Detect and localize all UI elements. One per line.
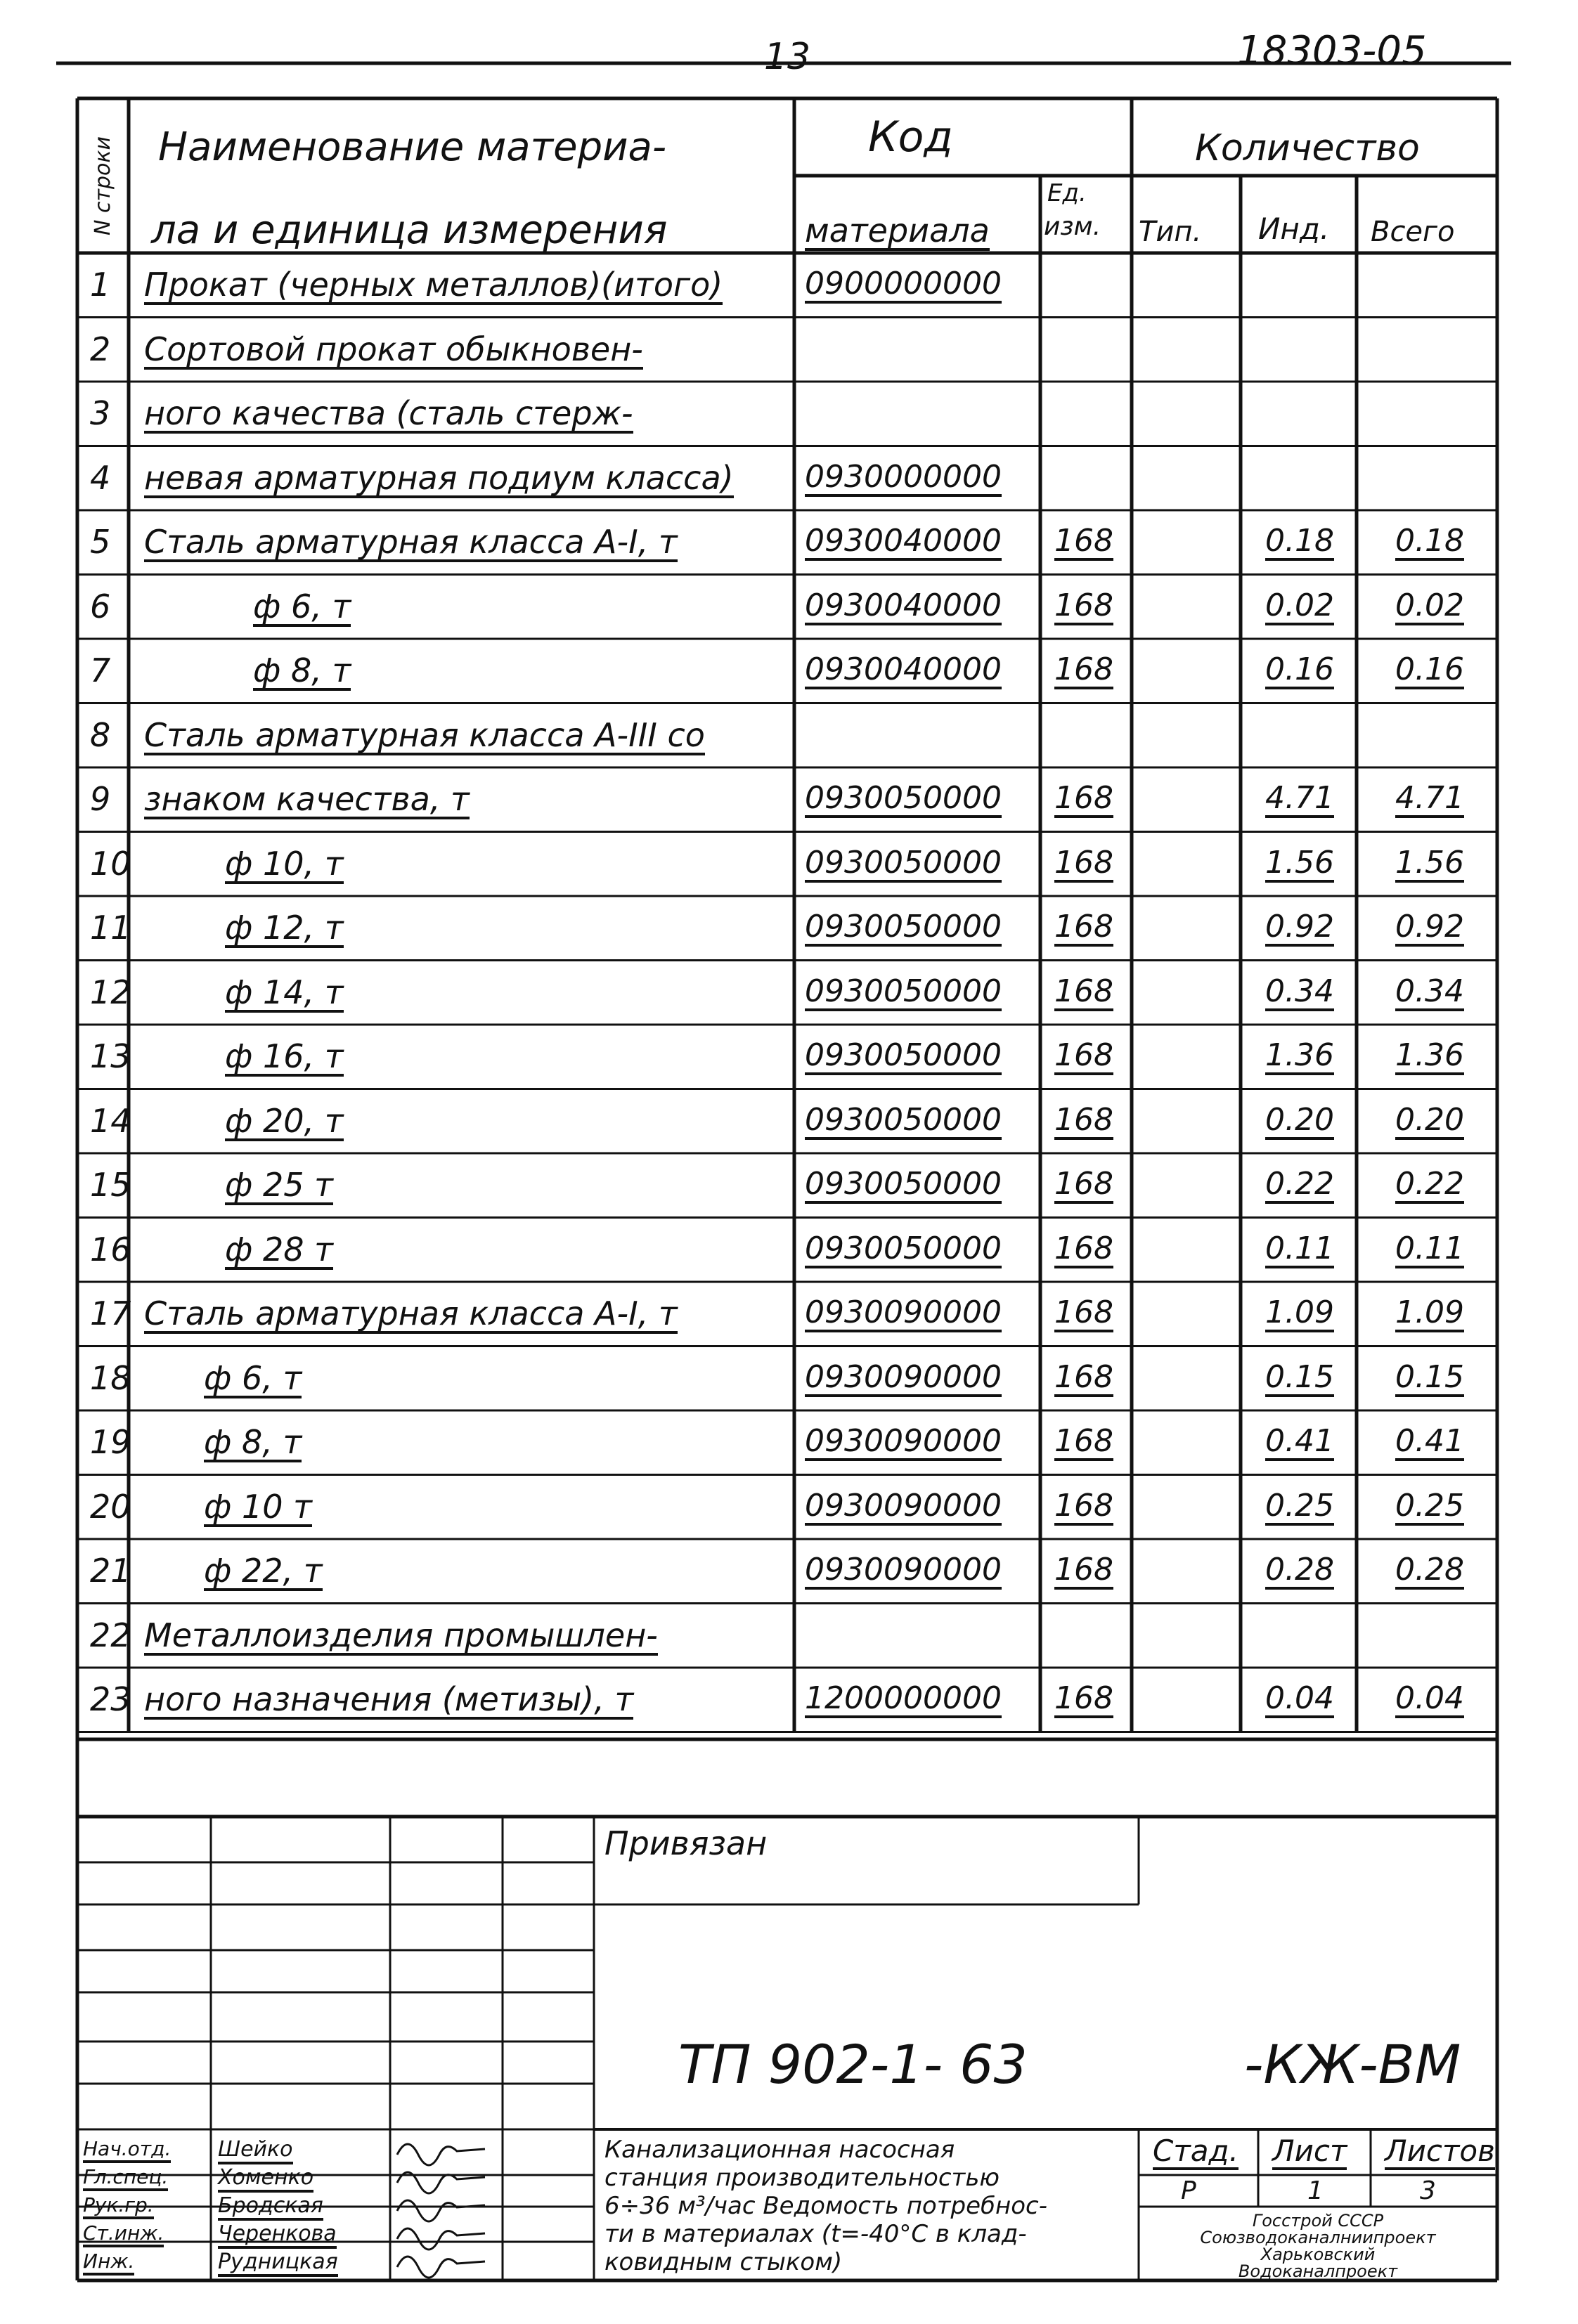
signature-mark <box>397 2200 485 2221</box>
row-qty-total: 0.25 <box>1395 1491 1464 1526</box>
row-name: ф 14, т <box>225 973 344 1011</box>
row-name: ф 16, т <box>225 1037 344 1075</box>
organization-line: Водоканалпроект <box>1238 2261 1398 2281</box>
row-qty-total: 0.34 <box>1395 976 1464 1011</box>
row-name: Металлоизделия промышлен- <box>144 1616 658 1654</box>
row-number: 21 <box>90 1552 131 1590</box>
row-qty-ind: 1.56 <box>1265 848 1334 883</box>
row-qty-total: 0.16 <box>1395 654 1464 689</box>
sheet-value: 1 <box>1307 2176 1324 2205</box>
row-number: 23 <box>90 1680 131 1718</box>
signer-role: Нач.отд. <box>83 2139 171 2163</box>
row-name: ф 28 т <box>225 1230 333 1268</box>
row-code: 0930090000 <box>805 1491 1002 1526</box>
row-qty-ind: 0.20 <box>1265 1105 1334 1140</box>
row-name: ф 22, т <box>204 1552 323 1590</box>
row-qty-ind: 0.02 <box>1265 590 1334 625</box>
organization-line: Харьковский <box>1260 2245 1376 2264</box>
row-unit: 168 <box>1054 1233 1113 1268</box>
project-designation: ТП 902-1- 63 <box>678 2033 1028 2096</box>
row-code: 0930050000 <box>805 1169 1002 1204</box>
row-name: ф 20, т <box>225 1101 344 1140</box>
row-qty-total: 0.02 <box>1395 590 1464 625</box>
row-unit: 168 <box>1054 1491 1113 1526</box>
row-qty-ind: 0.15 <box>1265 1362 1334 1397</box>
signer-role: Рук.гр. <box>83 2195 154 2219</box>
row-number: 14 <box>90 1101 131 1140</box>
row-qty-ind: 0.18 <box>1265 526 1334 561</box>
header-unit-line1: Ед. <box>1047 179 1087 207</box>
row-qty-total: 0.22 <box>1395 1169 1464 1204</box>
row-name: ф 12, т <box>225 909 344 947</box>
row-qty-total: 0.41 <box>1395 1426 1464 1461</box>
header-name-line2: ла и единица измерения <box>151 207 668 253</box>
row-number: 18 <box>90 1358 131 1397</box>
signer-role: Инж. <box>83 2252 134 2276</box>
row-number: 11 <box>90 909 131 947</box>
row-name: ф 8, т <box>253 651 351 689</box>
row-number: 13 <box>90 1037 131 1075</box>
row-qty-total: 0.18 <box>1395 526 1464 561</box>
row-code: 0930050000 <box>805 783 1002 818</box>
row-name: ного назначения (метизы), т <box>144 1680 634 1718</box>
row-unit: 168 <box>1054 1362 1113 1397</box>
row-qty-ind: 0.11 <box>1265 1233 1334 1268</box>
row-qty-total: 1.56 <box>1395 848 1464 883</box>
row-qty-ind: 1.09 <box>1265 1297 1334 1332</box>
stage-header: Стад. <box>1153 2136 1239 2170</box>
header-qty-total: Всего <box>1371 216 1455 248</box>
row-name: ф 6, т <box>204 1358 302 1397</box>
row-qty-total: 0.92 <box>1395 911 1464 947</box>
signature-mark <box>397 2144 485 2165</box>
row-qty-total: 1.36 <box>1395 1040 1464 1075</box>
header-qty-tip: Тип. <box>1139 216 1202 248</box>
row-number: 5 <box>90 523 111 561</box>
row-name: ф 25 т <box>225 1166 333 1204</box>
page-number: 13 <box>763 36 811 78</box>
row-qty-total: 4.71 <box>1395 783 1464 818</box>
row-code: 0930090000 <box>805 1426 1002 1461</box>
header-code: Код <box>868 112 953 162</box>
project-title-line: станция производительностью <box>604 2164 1000 2192</box>
row-number: 19 <box>90 1423 131 1461</box>
row-name: Прокат (черных металлов)(итого) <box>144 266 723 304</box>
organization-line: Госстрой СССР <box>1252 2211 1384 2231</box>
row-unit: 168 <box>1054 848 1113 883</box>
row-code: 0930050000 <box>805 976 1002 1011</box>
sheets-header: Листов <box>1385 2136 1495 2170</box>
project-title-line: ковидным стыком) <box>604 2248 843 2276</box>
row-unit: 168 <box>1054 783 1113 818</box>
row-name: ного качества (сталь стерж- <box>144 394 633 432</box>
sheet-header: Лист <box>1272 2136 1347 2170</box>
header-unit-line2: изм. <box>1044 212 1101 241</box>
project-title-line: 6÷36 м³/час Ведомость потребнос- <box>604 2192 1047 2220</box>
signature-mark <box>397 2257 485 2278</box>
row-unit: 168 <box>1054 911 1113 947</box>
row-number: 3 <box>90 394 111 432</box>
row-code: 0930040000 <box>805 526 1002 561</box>
header-quantity: Количество <box>1195 127 1420 169</box>
row-qty-ind: 1.36 <box>1265 1040 1334 1075</box>
row-name: знаком качества, т <box>144 780 470 818</box>
row-qty-ind: 0.92 <box>1265 911 1334 947</box>
row-code: 0930090000 <box>805 1362 1002 1397</box>
row-name: ф 10 т <box>204 1487 312 1526</box>
signer-role: Ст.инж. <box>83 2224 164 2247</box>
row-code: 0930090000 <box>805 1554 1002 1590</box>
row-code: 0930040000 <box>805 654 1002 689</box>
project-title-line: ти в материалах (t=-40°С в клад- <box>604 2220 1027 2248</box>
header-row-number: N строки <box>91 136 115 235</box>
row-name: Сталь арматурная класса A-I, т <box>144 523 678 561</box>
row-unit: 168 <box>1054 1169 1113 1204</box>
row-unit: 168 <box>1054 1554 1113 1590</box>
signer-name: Хоменко <box>218 2167 313 2193</box>
row-qty-total: 0.04 <box>1395 1683 1464 1718</box>
row-number: 1 <box>90 266 111 304</box>
row-qty-total: 0.28 <box>1395 1554 1464 1590</box>
project-title-line: Канализационная насосная <box>604 2136 955 2164</box>
sheets-value: 3 <box>1420 2176 1436 2205</box>
row-number: 16 <box>90 1230 131 1268</box>
row-unit: 168 <box>1054 1040 1113 1075</box>
organization-line: Союзводоканалниипроект <box>1200 2228 1436 2247</box>
row-code: 0930050000 <box>805 1040 1002 1075</box>
row-unit: 168 <box>1054 976 1113 1011</box>
row-qty-total: 1.09 <box>1395 1297 1464 1332</box>
row-name: ф 10, т <box>225 844 344 883</box>
row-code: 1200000000 <box>805 1683 1002 1718</box>
row-qty-ind: 4.71 <box>1265 783 1334 818</box>
row-number: 20 <box>90 1487 131 1526</box>
row-qty-ind: 0.22 <box>1265 1169 1334 1204</box>
row-number: 22 <box>90 1616 131 1654</box>
header-code-line2: материала <box>805 212 990 249</box>
header-name-line1: Наименование материа- <box>158 124 667 170</box>
row-number: 17 <box>90 1294 131 1332</box>
row-code: 0930040000 <box>805 590 1002 625</box>
row-code: 0930050000 <box>805 1233 1002 1268</box>
project-designation-suffix: -КЖ-ВМ <box>1244 2033 1461 2096</box>
row-qty-total: 0.15 <box>1395 1362 1464 1397</box>
row-name: невая арматурная подиум класса) <box>144 458 734 497</box>
signer-name: Рудницкая <box>218 2252 338 2277</box>
row-name: Сталь арматурная класса A-III со <box>144 715 705 754</box>
row-name: Сортовой прокат обыкновен- <box>144 330 643 368</box>
signer-name: Черенкова <box>218 2224 337 2249</box>
row-qty-ind: 0.41 <box>1265 1426 1334 1461</box>
row-number: 7 <box>90 651 111 689</box>
row-qty-ind: 0.25 <box>1265 1491 1334 1526</box>
signature-mark <box>397 2228 485 2250</box>
row-number: 9 <box>90 780 111 818</box>
row-code: 0930000000 <box>805 462 1002 497</box>
signer-role: Гл.спец. <box>83 2167 168 2191</box>
row-qty-total: 0.11 <box>1395 1233 1464 1268</box>
row-code: 0930050000 <box>805 1105 1002 1140</box>
row-code: 0930050000 <box>805 911 1002 947</box>
row-qty-total: 0.20 <box>1395 1105 1464 1140</box>
row-qty-ind: 0.04 <box>1265 1683 1334 1718</box>
row-number: 8 <box>90 715 111 754</box>
row-unit: 168 <box>1054 526 1113 561</box>
row-code: 0930050000 <box>805 848 1002 883</box>
signer-name: Бродская <box>218 2195 323 2221</box>
privyazan-label: Привязан <box>604 1824 768 1862</box>
row-unit: 168 <box>1054 1105 1113 1140</box>
row-number: 12 <box>90 973 131 1011</box>
signer-name: Шейко <box>218 2139 293 2164</box>
header-qty-ind: Инд. <box>1258 212 1330 246</box>
row-number: 15 <box>90 1166 131 1204</box>
row-name: ф 6, т <box>253 587 351 625</box>
row-qty-ind: 0.34 <box>1265 976 1334 1011</box>
row-name: Сталь арматурная класса A-I, т <box>144 1294 678 1332</box>
row-unit: 168 <box>1054 1297 1113 1332</box>
row-unit: 168 <box>1054 1426 1113 1461</box>
stage-value: Р <box>1181 2176 1196 2205</box>
row-number: 2 <box>90 330 111 368</box>
row-unit: 168 <box>1054 1683 1113 1718</box>
document-number: 18303-05 <box>1237 28 1427 74</box>
row-code: 0900000000 <box>805 268 1002 304</box>
row-unit: 168 <box>1054 590 1113 625</box>
row-number: 10 <box>90 844 131 883</box>
row-code: 0930090000 <box>805 1297 1002 1332</box>
row-name: ф 8, т <box>204 1423 302 1461</box>
row-number: 6 <box>90 587 111 625</box>
row-qty-ind: 0.16 <box>1265 654 1334 689</box>
row-unit: 168 <box>1054 654 1113 689</box>
row-number: 4 <box>90 458 111 497</box>
row-qty-ind: 0.28 <box>1265 1554 1334 1590</box>
